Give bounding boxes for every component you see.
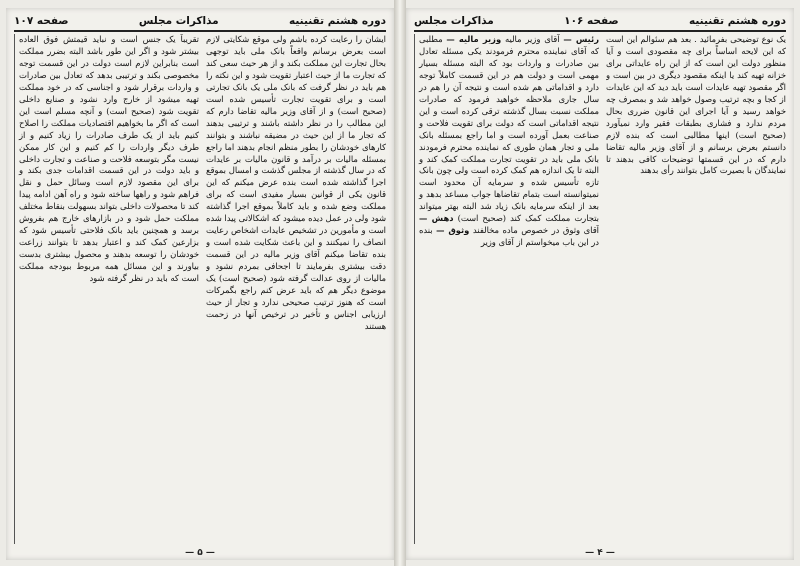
right-page-columns — [414, 34, 786, 544]
right-page — [406, 8, 794, 560]
right-header-session: دوره هشتم تقنینیه — [689, 15, 786, 27]
left-page-number-text: ۵ — [197, 548, 203, 558]
left-page-number: — ۵ — — [185, 548, 215, 558]
left-page-columns — [14, 34, 386, 544]
left-page — [6, 8, 394, 560]
right-page-column-left: رئیس — آقای وزیر مالیه وزیر مالیه — مطلبی که آقای نماینده محترم فرمودند یکی مسئله تعادل بین صادرات و واردات بود که البته مسئله بسیار مهمی است و دولت هم در این قسمت کاملاً توجه دارد و اقداماتی هم شده است و نتیجه آن را هم در سال جاری ملاحظه خواهید فرمود که صادرات مملکت نسبت بسال گذشته ترقی کرده است و این نتیجه اقداماتی است که دولت برای تقویت فلاحت و صناعت بعمل آورده است و اما راجع بمسئله بانک ملی و تجار همان طوری که نماینده محترم فرمودند بانک ملی باید در تقویت تجارت مملکت کمک کند و البته تا یک اندازه هم کمک کرده است ولی چون بانک تازه تأسیس شده و سرمایه آن محدود است نمیتوانسته است بتمام تقاضاها جواب مساعد بدهد و بعد از اینکه سرمایه بانک زیاد شد البته بهتر میتواند بتجارت مملکت کمک کند (صحیح است) دهش — آقای وثوق در خصوص ماده مخالفند وثوق — بنده در این باب میخواستم از آقای وزیر — [414, 34, 599, 544]
right-page-column-right: یک نوع توضیحی بفرمائید . بعد هم سئوالم این است که این لایحه اساساً برای چه مقصودی است و آیا منظور دولت این است که از این راه عایداتی برای خزانه تهیه کند یا اینکه مقصود دیگری در بین است و اگر مقصود تهیه عایدات است باید دید که این عایدات از کجا و بچه ترتیب وصول خواهد شد و بمصرف چه خواهد رسید و آیا اجرای این قانون ضرری بحال مردم ندارد و فشاری بطبقات فقیر وارد نمیآورد (صحیح است) اینها مطالبی است که بنده لازم دانستم بعرض برسانم و از آقای وزیر مالیه تقاضا دارم که در این قسمتها توضیحات کافی بدهند تا نمایندگان با بصیرت کامل بتوانند رأی بدهند — [606, 34, 786, 176]
right-page-number: — ۴ — — [585, 548, 615, 558]
left-header-title: مذاکرات مجلس — [138, 15, 219, 27]
left-header-page-label: صفحه ۱۰۷ — [14, 15, 69, 27]
book-gutter — [394, 0, 406, 566]
left-header-session: دوره هشتم تقنینیه — [289, 15, 386, 27]
left-page-header — [14, 12, 386, 32]
left-page-column-right: ایشان را رعایت کرده باشم ولی موقع شکایتی لازم است بعرض برسانم واقعاً بانک ملی باید توجهی بحال تجارت این مملکت بکند و از هر حیث سعی کند که تجارت ما از حیث اعتبار تقویت شود و این نکته را هم باید در نظر گرفت که بانک ملی یک بانک تجارتی است و برای تقویت تجارت تأسیس شده است (صحیح است) و از آقای وزیر مالیه تقاضا دارم که این مطالب را در نظر داشته باشند و ترتیبی بدهند که تجار ما از این حیث در مضیقه نباشند و بتوانند کارهای خودشان را بطور منظم انجام بدهند اما راجع بمسئله مالیات بر درآمد و قانون مالیات بر عایدات که در سال گذشته از مجلس گذشت و امسال بموقع اجرا گذاشته شده است بنده عرض میکنم که این قانون یکی از قوانین بسیار مفیدی است که برای مملکت وضع شده و باید کاملاً بموقع اجرا گذاشته شود ولی در عمل دیده میشود که اشکالاتی پیدا شده است و مأمورین در تشخیص عایدات اشخاص رعایت انصاف را نمیکنند و این باعث شکایت شده است و بنده تقاضا میکنم آقای وزیر مالیه در این قسمت دقت بیشتری بفرمایند تا اجحافی بمردم نشود و مالیات از روی عدالت گرفته شود (صحیح است) یک موضوع دیگر هم که باید عرض کنم راجع بگمرکات است که هنوز ترتیب صحیحی ندارد و تجار از حیث ارزیابی اجناس و تأخیر در ترخیص آنها در زحمت هستند — [206, 34, 386, 331]
left-page-column-left: تقریباً یک جنس است و نباید قیمتش فوق العاده بیشتر شود و اگر این طور باشد البته بضرر مملکت است بنابراین لازم است دولت در این قسمت توجه مخصوصی بکند و ترتیبی بدهد که تعادل بین صادرات و واردات برقرار شود و اجناسی که در خود مملکت تهیه میشود از خارج وارد نشود و صنایع داخلی تقویت شود (صحیح است) و آنچه مسلم است این است که اگر ما بخواهیم اقتصادیات مملکت را اصلاح کنیم باید از یک طرف صادرات را زیاد کنیم و از طرف دیگر واردات را کم کنیم و این کار ممکن نیست مگر بتوسعه فلاحت و صناعت و تجارت داخلی و باید دولت در این قسمت اقدامات جدی بکند و برای این مقصود لازم است وسائل حمل و نقل فراهم شود و راهها ساخته شود و راه آهن ادامه پیدا کند تا محصولات داخلی بتواند بسهولت بنقاط مختلف مملکت حمل شود و در بازارهای خارج هم بفروش برسد و همچنین باید بانک فلاحتی تأسیس شود که بزارعین کمک کند و اعتبار بدهد تا بتوانند زراعت خودشان را توسعه بدهند و محصول بیشتری بدست بیاورند و این مسائل همه مربوط ببودجه مملکت است که باید در نظر گرفته شود — [14, 34, 199, 544]
right-page-number-text: ۴ — [597, 548, 603, 558]
right-header-title: مذاکرات مجلس — [414, 15, 494, 27]
right-header-page-label: صفحه ۱۰۶ — [564, 15, 619, 27]
right-page-header — [414, 12, 786, 32]
